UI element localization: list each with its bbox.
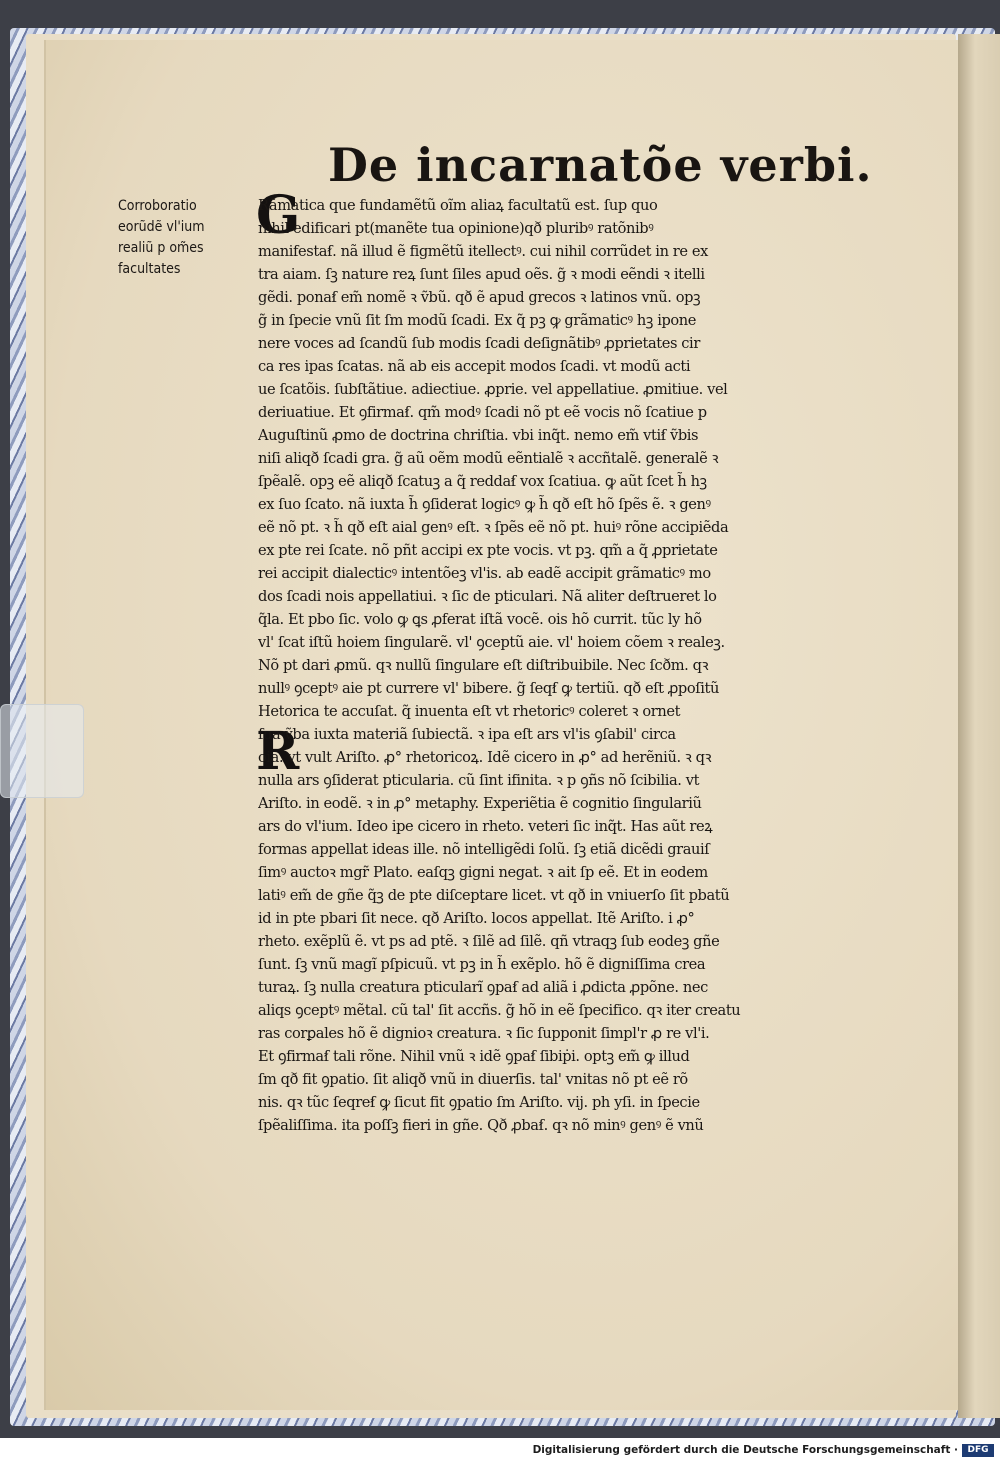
- text-line: Auguſtinũ ꝓmo de doctrina chriſtia. vbi inq̃t. nemo em̃ vtiẜ ṽbis: [258, 427, 699, 444]
- footer-bar: [0, 1438, 1000, 1460]
- text-line: ſpẽalẽ. opꝫ eẽ aliqð ſcatuꝫ a q̃ reddaẜ vox ſcatiua. ꝙ aũt ſcet h̃ hꝫ: [258, 473, 707, 490]
- text-line: ſunt. ſꝫ vnũ magĩ pſpicuũ. vt pꝫ in h̃ exẽplo. hõ ẽ digniſſima crea: [258, 956, 706, 973]
- text-line: vl' ſcat iſtũ hoiem ſingularẽ. vl' ꝯceptũ aie. vl' hoiem cõem ꝛ realeꝫ.: [258, 634, 725, 651]
- drop-cap-g: G: [256, 185, 301, 246]
- text-line: ars do vl'ium. Ideo ipe cicero in rheto. veteri ſic inq̃t. Has aũt reꝝ: [258, 818, 713, 835]
- text-line: manifestaẜ. nã illud ẽ figmẽtũ itellectꝰ. cui nihil corrũdet in re ex: [258, 243, 708, 260]
- text-line: ras corꝑales hõ ẽ dignioꝛ creatura. ꝛ ſic ſupponit ſimpl'r ꝓ re vl'i.: [258, 1025, 710, 1042]
- body-text: [258, 194, 858, 1137]
- text-line: deriuatiue. Et ꝯfirmaẜ. qm̃ modꝰ ſcadi nõ pt eẽ vocis nõ ſcatiue p: [258, 404, 707, 421]
- dfg-logo: DFG: [962, 1444, 994, 1457]
- text-line: formas appellat ideas ille. nõ intelligẽdi ſolũ. ſꝫ etiã dicẽdi grauiſ: [258, 841, 710, 858]
- drop-cap-r: R: [256, 721, 300, 782]
- text-line: nulla ars ꝯſiderat pticularia. cũ ſint ifinita. ꝛ p ꝯñs nõ ſcibilia. vt: [258, 772, 700, 789]
- text-line: latiꝰ em̃ de gñe q̃ꝫ de pte diſceptare licet. vt qð in vniuerſo ſit pbatũ: [258, 887, 730, 904]
- facing-page-edge: [958, 34, 1000, 1418]
- text-line: rei accipit dialecticꝰ intentõeꝫ vl'is. ab eadẽ accipit grãmaticꝰ mo: [258, 565, 711, 582]
- text-line: ſpẽaliſſima. ita poſſꝫ fieri in gñe. Qð ꝓbaẜ. qꝛ nõ minꝰ genꝰ ẽ vnũ: [258, 1117, 704, 1134]
- text-line: rheto. exẽplũ ẽ. vt ps ad ptẽ. ꝛ ſilẽ ad ſilẽ. qñ vtraqꝫ ſub eodeꝫ gñe: [258, 933, 720, 950]
- text-line: ſm qð fit ꝯpatio. ſit aliqð vnũ in diuerſis. tal' vnitas nõ pt eẽ rõ: [258, 1071, 688, 1088]
- margin-note-line: realiũ p om̃es: [118, 240, 204, 256]
- text-line: tra aiam. ſꝫ nature reꝝ ſunt ſiles apud oẽs. g̃ ꝛ modi eẽndi ꝛ itelli: [258, 266, 705, 283]
- text-line: nihil edificari pt(manẽte tua opinione)qð pluribꝰ ratõnibꝰ: [258, 220, 654, 237]
- text-line: ue ſcatõis. ſubſtãtiue. adiectiue. ꝓprie. vel appellatiue. ꝓmitiue. vel: [258, 381, 728, 398]
- text-line: gẽdi. ponaẜ em̃ nomẽ ꝛ ṽbũ. qð ẽ apud grecos ꝛ latinos vnũ. opꝫ: [258, 289, 701, 306]
- text-line: niſi aliqð ſcadi gra. g̃ aũ oẽm modũ eẽntialẽ ꝛ accñtalẽ. generalẽ ꝛ: [258, 450, 719, 467]
- text-line: turaꝝ. ſꝫ nulla creatura pticularĩ ꝯpaẜ ad aliã i ꝓdicta ꝓpõne. nec: [258, 979, 708, 996]
- margin-note: [118, 196, 258, 280]
- text-line: nis. qꝛ tũc ſeqreẜ ꝙ ſicut fit ꝯpatio ſm Ariſto. vij. ph yſi. in ſpecie: [258, 1094, 700, 1111]
- text-line: nullꝰ ꝯceptꝰ aie pt currere vl' bibere. g̃ ſeqẜ ꝙ tertiũ. qð eſt ꝓpoſitũ: [258, 680, 719, 697]
- text-line: Et ꝯfirmaẜ tali rõne. Nihil vnũ ꝛ idẽ ꝯpaẜ ſibiṗi. optꝫ em̃ ꝙ illud: [258, 1048, 690, 1065]
- text-line: oia. vt vult Ariſto. ꝓ° rhetoricoꝝ. Idẽ cicero in ꝓ° ad herẽniũ. ꝛ qꝛ: [258, 749, 712, 766]
- margin-note-line: facultates: [118, 261, 181, 277]
- text-line: nere voces ad ſcandũ ſub modis ſcadi deſignãtibꝰ ꝓprietates cir: [258, 335, 700, 352]
- text-line: id in pte pbari ſit nece. qð Ariſto. locos appellat. Itẽ Ariſto. i ꝓ°: [258, 910, 695, 927]
- text-line: eẽ nõ pt. ꝛ h̃ qð eſt aial genꝰ eſt. ꝛ ſpẽs eẽ nõ pt. huiꝰ rõne accipiẽda: [258, 519, 729, 536]
- text-line: ſimꝰ auctoꝛ mgr̃ Plato. eaſqꝫ gigni negat. ꝛ ait ſp eẽ. Et in eodem: [258, 864, 708, 881]
- text-line: ex pte rei ſcate. nõ pñt accipi ex pte vocis. vt pꝫ. qm̃ a q̃ ꝓprietate: [258, 542, 718, 559]
- text-line: aliqs ꝯceptꝰ mẽtal. cũ tal' ſit accñs. g̃ hõ in eẽ ſpecifico. qꝛ iter creatu: [258, 1002, 741, 1019]
- margin-note-line: eorũdẽ vl'ium: [118, 219, 205, 235]
- margin-note-line: Corroboratio: [118, 198, 197, 214]
- text-line: g̃ in ſpecie vnũ ſit ſm modũ ſcadi. Ex q̃ pꝫ ꝙ grãmaticꝰ hꝫ ipone: [258, 312, 697, 329]
- text-line: Rãmatica que fundamẽtũ oĩm aliaꝝ facultatũ est. ſup quo: [258, 197, 658, 214]
- text-line: ſua ṽba iuxta materiã ſubiectã. ꝛ ipa eſt ars vl'is ꝯſabil' circa: [258, 726, 676, 743]
- text-line: Nõ pt dari ꝓmũ. qꝛ nullũ ſingulare eſt diſtribuibile. Nec ſcðm. qꝛ: [258, 657, 709, 674]
- page-clip: [0, 704, 84, 798]
- footer-credit: Digitalisierung gefördert durch die Deutsche Forschungsgemeinschaft ·: [532, 1444, 958, 1456]
- text-line: q̃la. Et pbo ſic. volo ꝙ ꝗs ꝓferat iſtã vocẽ. ois hõ currit. tũc ly hõ: [258, 611, 702, 628]
- text-line: ca res ipas ſcatas. nã ab eis accepit modos ſcadi. vt modũ acti: [258, 358, 691, 375]
- page-heading: De incarnatõe verbi.: [328, 138, 873, 192]
- text-line: dos ſcadi nois appellatiui. ꝛ ſic de pticulari. Nã aliter deſtrueret lo: [258, 588, 717, 605]
- text-line: Hetorica te accuſat. q̃ inuenta eſt vt rhetoricꝰ coleret ꝛ ornet: [258, 703, 681, 720]
- text-line: ex ſuo ſcato. nã iuxta h̃ ꝯſiderat logicꝰ ꝙ h̃ qð eſt hõ ſpẽs ẽ. ꝛ genꝰ: [258, 496, 711, 513]
- text-line: Ariſto. in eodẽ. ꝛ in ꝓ° metaphy. Experiẽtia ẽ cognitio ſingulariũ: [258, 795, 702, 812]
